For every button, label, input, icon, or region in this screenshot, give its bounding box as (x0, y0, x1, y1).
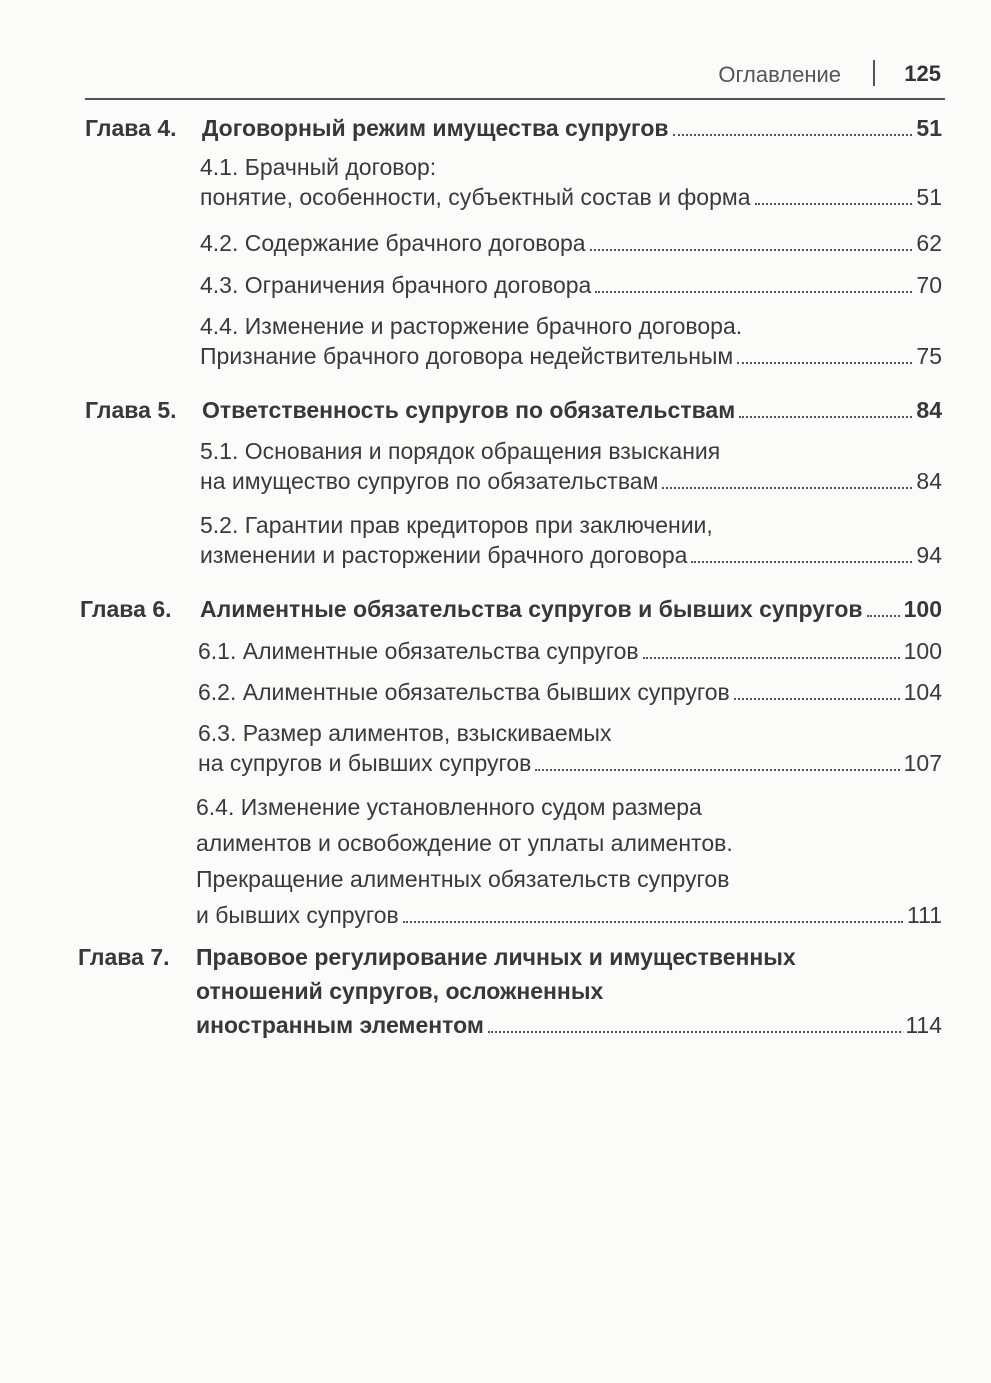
toc-entry-4-4[interactable] (200, 311, 942, 371)
dot-leader (867, 615, 900, 617)
entry-page: 51 (916, 184, 942, 210)
toc-entry-6-2[interactable] (198, 677, 942, 707)
toc-entry-chapter-5[interactable] (202, 395, 942, 425)
entry-page: 84 (916, 397, 942, 423)
running-head-separator (873, 60, 875, 86)
toc-entry-6-1[interactable] (198, 636, 942, 666)
chapter-4-label: Глава 4. (85, 115, 177, 141)
entry-title-line: на имущество супругов по обязательствам (200, 468, 659, 494)
toc-entry-4-2[interactable] (200, 228, 942, 258)
toc-entry-chapter-4[interactable] (202, 113, 942, 143)
entry-page: 114 (905, 1012, 942, 1038)
entry-page: 104 (903, 679, 942, 705)
entry-title-line: и бывших супругов (196, 902, 399, 928)
toc-entry-6-3[interactable] (198, 718, 942, 778)
entry-title-line: 6.4. Изменение установленного судом размера (196, 794, 702, 820)
dot-leader (662, 487, 912, 489)
entry-title-line: изменении и расторжении брачного договора (200, 542, 688, 568)
entry-page: 107 (903, 750, 942, 776)
running-head-title: Оглавление (718, 62, 841, 87)
dot-leader (535, 769, 899, 771)
entry-page: 84 (916, 468, 942, 494)
dot-leader (673, 134, 913, 136)
entry-page: 75 (916, 343, 942, 369)
entry-title-line: алиментов и освобождение от уплаты алиментов. (196, 830, 733, 856)
dot-leader (691, 561, 912, 563)
entry-title-line: Признание брачного договора недействительным (200, 343, 734, 369)
entry-title: 6.1. Алиментные обязательства супругов (198, 638, 639, 664)
entry-page: 100 (903, 596, 942, 622)
toc-entry-5-2[interactable] (200, 510, 942, 570)
entry-title-line: отношений супругов, осложненных (196, 978, 604, 1004)
toc-entry-4-1[interactable] (200, 152, 942, 212)
dot-leader (590, 249, 913, 251)
page-number: 125 (904, 61, 941, 86)
entry-title-line: 4.1. Брачный договор: (200, 154, 437, 180)
dot-leader (755, 203, 913, 205)
dot-leader (734, 698, 900, 700)
entry-page: 111 (907, 902, 942, 928)
entry-title-line: понятие, особенности, субъектный состав и форма (200, 184, 751, 210)
chapter-5-label: Глава 5. (85, 397, 177, 423)
toc-entry-chapter-6[interactable] (200, 594, 942, 624)
entry-page: 100 (903, 638, 942, 664)
dot-leader (737, 362, 912, 364)
toc-entry-5-1[interactable] (200, 436, 942, 496)
entry-page: 94 (916, 542, 942, 568)
entry-title: Договорный режим имущества супругов (202, 115, 669, 141)
entry-page: 70 (916, 272, 942, 298)
dot-leader (595, 291, 912, 293)
toc-entry-chapter-7[interactable] (196, 942, 942, 1040)
dot-leader (488, 1031, 901, 1033)
entry-title-line: 6.3. Размер алиментов, взыскиваемых (198, 720, 612, 746)
entry-title-line: 5.2. Гарантии прав кредиторов при заключении, (200, 512, 713, 538)
toc-entry-6-4[interactable] (196, 792, 942, 930)
chapter-7-label: Глава 7. (78, 944, 170, 970)
entry-title: Алиментные обязательства супругов и бывших супругов (200, 596, 863, 622)
entry-title-line: Правовое регулирование личных и имущественных (196, 944, 796, 970)
entry-title-line: 5.1. Основания и порядок обращения взыскания (200, 438, 721, 464)
running-head (85, 58, 945, 100)
dot-leader (643, 657, 900, 659)
chapter-6-label: Глава 6. (80, 596, 172, 622)
entry-title-line: на супругов и бывших супругов (198, 750, 532, 776)
dot-leader (403, 921, 903, 923)
entry-title: 6.2. Алиментные обязательства бывших супругов (198, 679, 730, 705)
entry-title-line: 4.4. Изменение и расторжение брачного договора. (200, 313, 743, 339)
entry-title: Ответственность супругов по обязательствам (202, 397, 736, 423)
entry-title-line: иностранным элементом (196, 1012, 484, 1038)
entry-page: 51 (916, 115, 942, 141)
entry-title: 4.2. Содержание брачного договора (200, 230, 586, 256)
dot-leader (739, 416, 912, 418)
entry-title-line: Прекращение алиментных обязательств супругов (196, 866, 730, 892)
toc-entry-4-3[interactable] (200, 270, 942, 300)
entry-page: 62 (916, 230, 942, 256)
entry-title: 4.3. Ограничения брачного договора (200, 272, 592, 298)
